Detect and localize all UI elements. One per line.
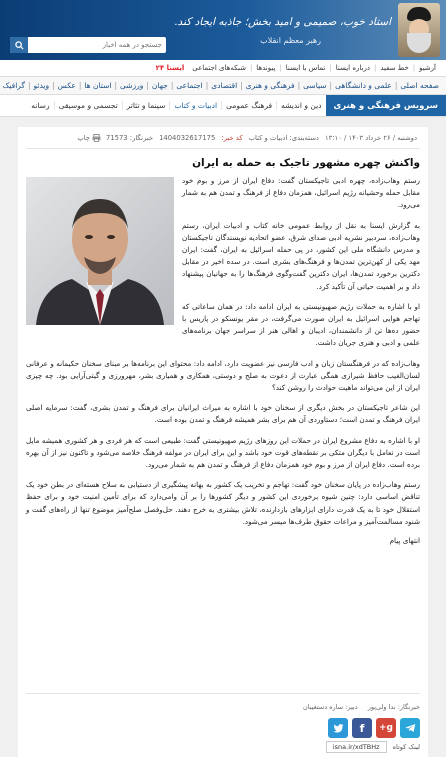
search-box[interactable] — [10, 37, 166, 53]
article-paragraph: وهاب‌زاده که در فرهنگستان زبان و ادب فارسی نیز عضویت دارد، ادامه داد: محتوای این برنامه‌ها بر مبنای سخنان حکیمانه و عرفانی لسان‌الغیب حافظ شیرازی همگی عبارت از دعوت به صلح و دوستی، همکاری و همیاری بشر، مهرورزی و گیتی‌آرایی بود. چه چیزی ایران از این می‌تواند ماهیت حوادث را روشن کند؟ — [26, 358, 420, 395]
nav-home[interactable]: صفحه اصلی — [397, 81, 442, 90]
top-link-about[interactable]: درباره ایسنا — [332, 64, 374, 72]
nav-politics[interactable]: سیاسی — [300, 81, 329, 90]
main-nav: صفحه اصلی | علمی و دانشگاهی | سیاسی | فرهنگی و هنری | اقتصادی | اجتماعی | جهان | ورزشی | استان ها | عکس | ویدئو | گرافیک — [0, 77, 446, 95]
facebook-share-button[interactable] — [352, 718, 372, 738]
twitter-share-button[interactable] — [328, 718, 348, 738]
article-paragraph: این شاعر تاجیکستان در بخش دیگری از سخنان خود با اشاره به میراث ایرانیان برای فرهنگ و تمدن بشری، گفت: سرمایه اصلی ایران فرهنگ و تمدن است؛ دستاوردی آن هم برای بشر همیشه فرهنگ و تمدن بوده است. — [26, 402, 420, 426]
reporter-code: خبرنگار: 71573 — [103, 134, 156, 142]
short-link-label: لینک کوتاه — [393, 743, 420, 751]
top-links-bar: آرشیو | خط سفید | درباره ایسنا | تماس با ایسنا | پیوندها | شبکه‌های اجتماعی ایسنا ۲۴ — [0, 60, 446, 77]
google-plus-icon: g+ — [379, 723, 393, 733]
article-paragraph: او با اشاره به دفاع مشروع ایران در حملات این روزهای رژیم صهیونیستی گفت: طبیعی است که هر فردی و هر کشوری همیشه مایل است در تعامل با دیگران متکی بر نقطه‌های قوت خود باشد و این برای ایران در مولفه فرهنگ خلاصه می‌شود و تاکنون نیز از آن بهره برده است. دفاع ایران از مرز و بوم خود همزمان دفاع از فرهنگ و تمدن هم به شمار می‌رود. — [26, 435, 420, 472]
nav-video[interactable]: ویدئو — [31, 81, 53, 90]
top-link-links[interactable]: پیوندها — [252, 64, 279, 72]
article-title: واکنش چهره مشهور تاجیک به حمله به ایران — [26, 157, 420, 169]
subnav-religion[interactable]: دین و اندیشه — [276, 101, 325, 110]
service-subnav — [0, 95, 446, 117]
subnav-cinema[interactable]: سینما و تئاتر — [122, 101, 170, 110]
article-date: دوشنبه / ۲۶ خرداد ۱۴۰۳ / ۱۳:۱۰ — [322, 134, 420, 142]
print-label: چاپ — [77, 134, 92, 142]
nav-world[interactable]: جهان — [149, 81, 171, 90]
service-label[interactable]: سرویس فرهنگی و هنری — [326, 95, 446, 117]
top-link-contact[interactable]: تماس با ایسنا — [282, 64, 330, 72]
author-reporter: خبرنگار: ندا ولی‌پور — [360, 703, 420, 711]
search-button[interactable] — [10, 37, 28, 53]
print-button[interactable] — [75, 134, 103, 142]
top-link-archive[interactable]: آرشیو — [415, 64, 440, 72]
isna24-link[interactable]: ایسنا ۲۴ — [152, 64, 189, 72]
article-paragraph: رستم وهاب‌زاده، چهره ادبی تاجیکستان گفت: دفاع ایران از مرز و بوم خود مقابل حمله وحشیانه رژیم اسرائیل، همزمان دفاع از فرهنگ و تمدن هم به شمار می‌رود. — [26, 175, 420, 212]
print-icon — [92, 134, 101, 142]
header-quote-author: رهبر معظم انقلاب — [260, 36, 321, 45]
article-category[interactable]: دسته‌بندی: ادبیات و کتاب — [246, 134, 322, 142]
article-body — [26, 175, 420, 545]
nav-photo[interactable]: عکس — [55, 81, 79, 90]
nav-social[interactable]: اجتماعی — [173, 81, 205, 90]
news-code-label: کد خبر: — [218, 134, 245, 142]
telegram-share-button[interactable] — [400, 718, 420, 738]
short-link-value[interactable]: isna.ir/xdTBHz — [326, 741, 387, 753]
short-link-row — [26, 741, 420, 753]
article-paragraph: رستم وهاب‌زاده در پایان سخنان خود گفت: تهاجم و تخریب یک کشور به بهانه پیشگیری از دستیابی به سلاح هسته‌ای در بطن خود یک تناقض اساسی دارد: چنین شیوه برخوردی این کشور و دیگر کشورها را بر آن وامی‌دارد که برای تأمین امنیت خود و برای حفظ استقلال خود تا به یک قدرت دارای ابزارهای بازدارنده، تلاش بیشتری به خرج دهند. حل‌وفصل صلح‌آمیز موضوع تنها از راه‌های گفت و شنود مسالمت‌آمیز و مراعات حقوق طرف‌ها میسر می‌شود. — [26, 479, 420, 528]
subnav-public-culture[interactable]: فرهنگ عمومی — [221, 101, 276, 110]
article-meta — [26, 127, 420, 149]
author-editor: دبیر: ساره دستغیبان — [295, 703, 358, 711]
nav-provinces[interactable]: استان ها — [81, 81, 114, 90]
nav-sports[interactable]: ورزشی — [117, 81, 146, 90]
nav-economy[interactable]: اقتصادی — [208, 81, 240, 90]
share-buttons — [328, 718, 420, 738]
twitter-icon — [333, 724, 344, 733]
search-input[interactable] — [28, 41, 166, 49]
search-icon — [15, 41, 24, 50]
leader-portrait — [398, 3, 440, 57]
nav-culture[interactable]: فرهنگی و هنری — [243, 81, 298, 90]
google-plus-share-button[interactable] — [376, 718, 396, 738]
nav-science[interactable]: علمی و دانشگاهی — [332, 81, 395, 90]
author-photo — [26, 177, 174, 325]
top-link-white-line[interactable]: خط سفید — [376, 64, 412, 72]
subnav-visual-music[interactable]: تجسمی و موسیقی — [54, 101, 122, 110]
header-quote: استاد خوب، صمیمی و امید بخش؛ جاذبه ایجاد کند. — [174, 16, 391, 28]
article-authors — [295, 703, 420, 711]
top-link-social[interactable]: شبکه‌های اجتماعی — [188, 64, 250, 72]
subnav-media[interactable]: رسانه — [27, 101, 53, 110]
telegram-icon — [405, 723, 416, 733]
end-of-message: انتهای پیام — [26, 536, 420, 545]
article-container — [18, 127, 428, 757]
subnav-literature[interactable]: ادبیات و کتاب — [169, 101, 221, 110]
news-code: 1404032617175 — [156, 134, 218, 142]
article-footer-divider — [26, 693, 420, 694]
article-paragraph: به گزارش ایسنا به نقل از روابط عمومی خانه کتاب و ادبیات ایران، رستم وهاب‌زاده، سردبیر نشریه ادبی صدای شرق، عضو اتحادیه نویسندگان تاجیکستان و مدرس دانشگاه ملی این کشور، در پی حمله اسرائیل به ایران، گفت: ایران مهد یکی از کهن‌ترین تمدن‌ها و فرهنگ‌های بشری است. در سده اخیر در مقابل دکترین برخورد تمدن‌ها، ایران دکترین گفت‌وگوی فرهنگ‌ها را به جهانیان پیشنهاد داد و بر اهمیت حیاتی آن تأکید کرد. — [26, 220, 420, 293]
site-header — [0, 0, 446, 60]
article-paragraph: او با اشاره به حملات رژیم صهیونیستی به ایران ادامه داد: در همان ساعاتی که تهاجم هوایی اسرائیل به ایران صورت می‌گرفت، در مقر یونسکو در پاریس با حضور ده‌ها تن از دانشمندان، ادیبان و اهالی هنر از سراسر جهان برنامه‌های علمی و ادبی و هنری جریان داشت. — [26, 301, 420, 350]
nav-graphic[interactable]: گرافیک — [0, 81, 28, 90]
facebook-icon: f — [360, 722, 365, 735]
